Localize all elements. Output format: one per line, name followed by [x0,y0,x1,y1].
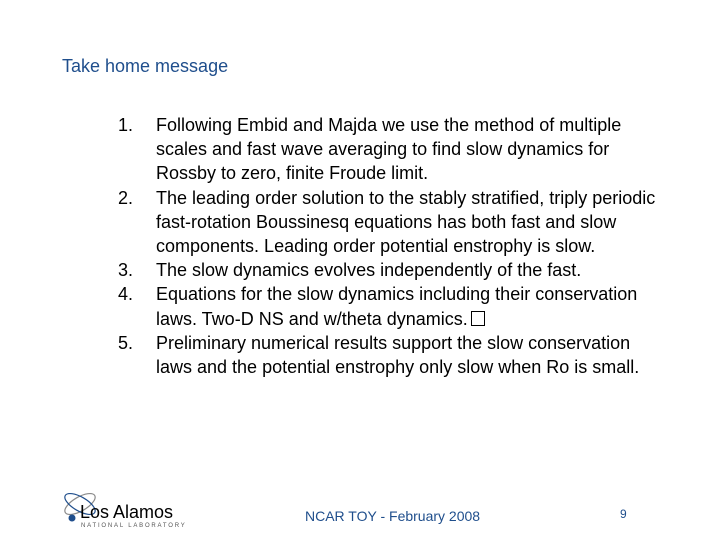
page-number: 9 [620,507,627,521]
slide-title: Take home message [62,56,229,76]
list-item [118,258,658,282]
logo-wordmark: Los Alamos [80,502,174,522]
missing-glyph-icon [471,311,485,326]
item-number: 3. [118,260,134,281]
item-number: 4. [118,284,134,305]
item-number: 2. [118,187,134,208]
item-number: 1. [118,115,134,135]
los-alamos-logo [58,484,188,528]
logo-subtitle: NATIONAL LABORATORY [81,523,187,528]
item-text-wrap [156,282,658,330]
bullet-list [118,113,658,379]
item-number: 5. [118,332,134,353]
list-item [118,186,658,259]
item-text: Equations for the slow dynamics including their conservation laws. Two-D NS and w/theta dynamics. [156,284,638,329]
list-item [118,282,658,330]
list-item [118,331,658,379]
item-text: Following Embid and Majda we use the method of multiple scales and fast wave averaging to find slow dynamics for Rossby to zero, finite Froude limit. [156,115,622,184]
item-text: The slow dynamics evolves independently of the fast. [156,260,582,281]
list-item [118,113,658,186]
item-text: The leading order solution to the stably stratified, triply periodic fast-rotation Boussinesq equations has both fast and slow components. Leading order potential enstrophy is slow. [156,187,656,257]
item-text: Preliminary numerical results support the slow conservation laws and the potential enstrophy only slow when Ro is small. [156,332,640,378]
footer-text: NCAR TOY - February 2008 [305,508,481,524]
